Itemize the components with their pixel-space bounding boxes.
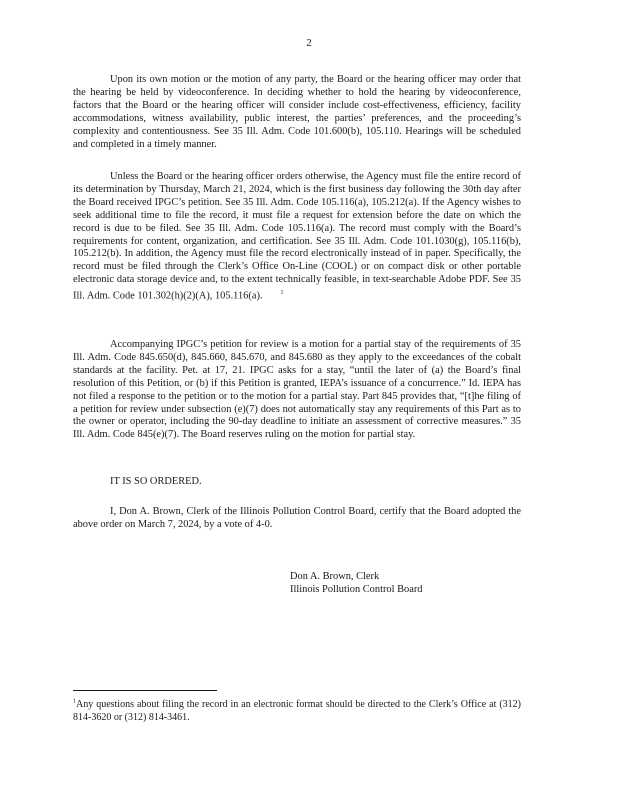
footnote-separator [73, 690, 217, 691]
record-filing-text: Unless the Board or the hearing officer orders otherwise, the Agency must file the entire record of its determination by Thursday, March 21, 2024, which is the first business day following the 30th day after the Board received IPGC’s petition. See 35 Ill. Adm. Code 105.116(a), 105.212(a). If the Agency wishes to seek additional time to file the record, it must file a request for extension before the date on which the record is due to be filed. See 35 Ill. Adm. Code 105.116(a). The record must comply with the Board’s requirements for content, organization, and certification. See 35 Ill. Adm. Code 101.1030(g), 105.116(b), 105.212(b). In addition, the Agency must file the record electronically instead of in paper. Specifically, the record must be filed through the Clerk’s Office On-Line (COOL) or on compact disk or other portable electronic data storage device and, to the extent technically feasible, in text-searchable Adobe PDF. See 35 Ill. Adm. Code 101.302(h)(2)(A), 105.116(a). [73, 171, 521, 302]
signature-name: Don A. Brown, Clerk [290, 571, 380, 582]
partial-stay-paragraph: Accompanying IPGC’s petition for review is a motion for a partial stay of the requirements of 35 Ill. Adm. Code 845.650(d), 845.660, 845.670, and 845.680 as they apply to the exceedances of the cobalt standards at the facility. Pet. at 17, 21. IPGC asks for a stay, “until the later of (a) the Board’s final resolution of this Petition, or (b) if this Petition is granted, IEPA’s issuance of a concurrence.” Id. IEPA has not filed a response to the petition or to the motion for a partial stay. Part 845 provides that, “[t]he filing of a petition for review under subsection (e)(7) does not automatically stay any requirements of this Part as to the owner or operator, including the 90-day deadline to initiate an assessment of corrective measures.” 35 Ill. Adm. Code 845(e)(7). The Board reserves ruling on the motion for partial stay. [73, 339, 521, 441]
clerk-certification-paragraph: I, Don A. Brown, Clerk of the Illinois Pollution Control Board, certify that the Board adopted the above order on March 7, 2024, by a vote of 4-0. [73, 506, 521, 530]
so-ordered-line: IT IS SO ORDERED. [110, 476, 202, 487]
record-filing-paragraph [73, 171, 521, 304]
footnote-reference: 1 [280, 290, 284, 297]
footnote-text: Any questions about filing the record in an electronic format should be directed to the Clerk’s Office at (312) 814-3620 or (312) 814-3461. [73, 699, 521, 723]
signature-block [290, 570, 423, 596]
page-number: 2 [306, 37, 312, 49]
footnote-marker: 1 [73, 698, 76, 705]
footnote [73, 698, 521, 724]
hearing-method-paragraph: Upon its own motion or the motion of any party, the Board or the hearing officer may order that the hearing be held by videoconference. In deciding whether to hold the hearing by videoconference, factors that the Board or the hearing officer will consider include cost-effectiveness, efficiency, facility accommodations, witness availability, public interest, the parties’ preferences, and the proceeding’s complexity and contentiousness. See 35 Ill. Adm. Code 101.600(b), 105.110. Hearings will be scheduled and completed in a timely manner. [73, 74, 521, 150]
signature-organization: Illinois Pollution Control Board [290, 584, 423, 595]
